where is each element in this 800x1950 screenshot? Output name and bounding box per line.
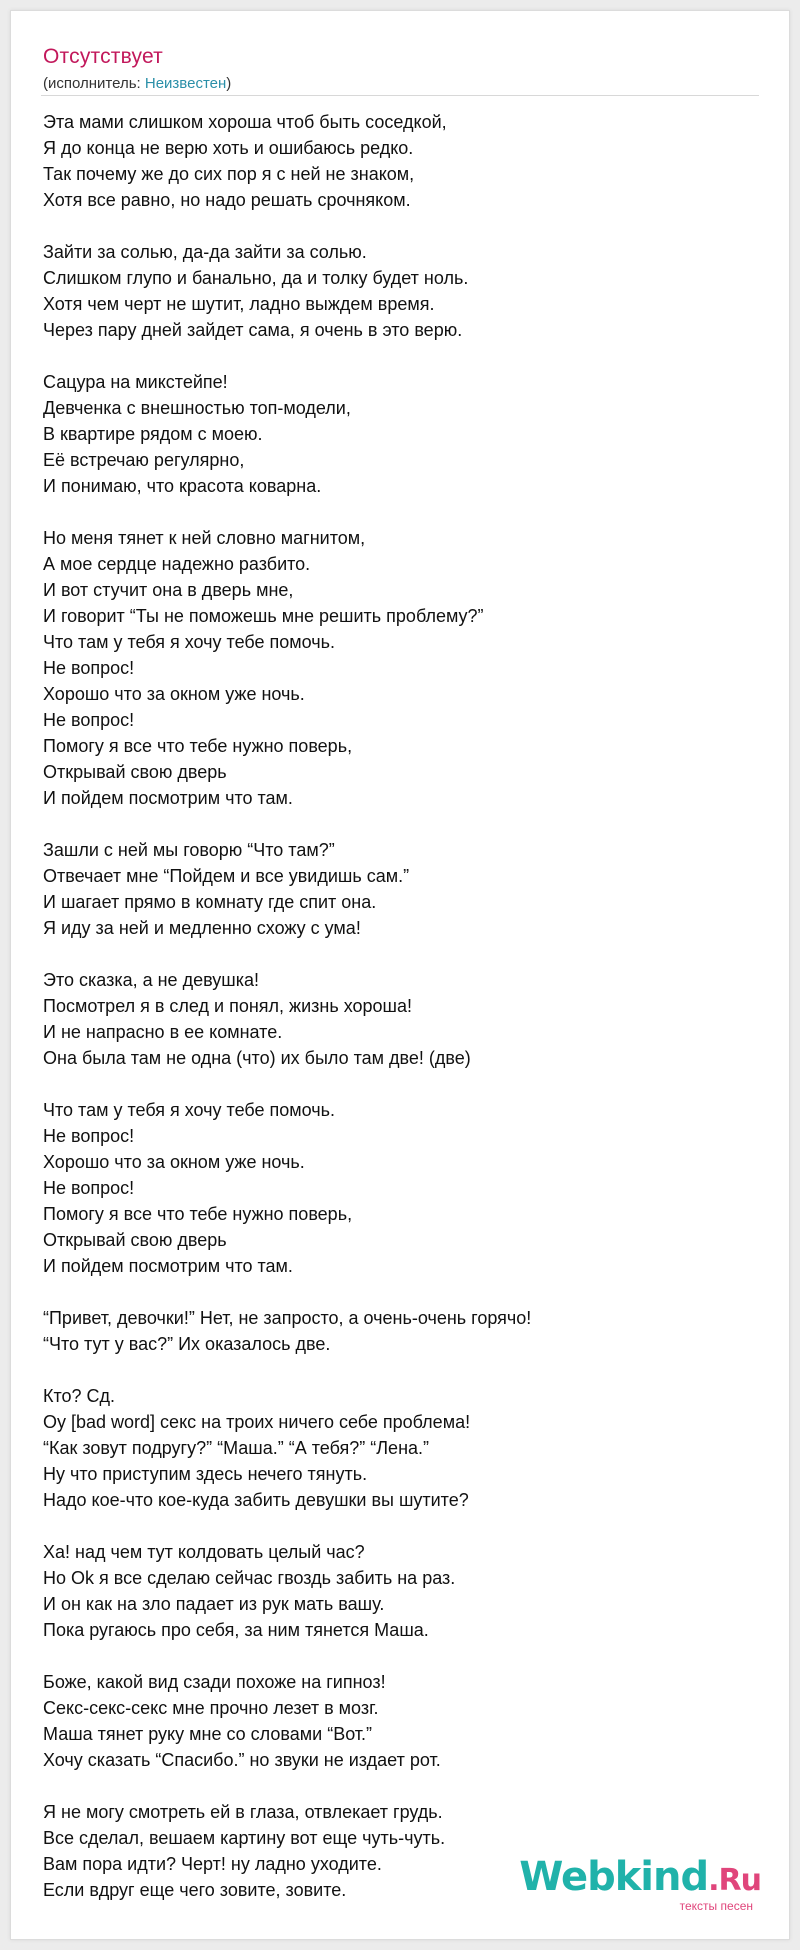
lyric-line: Но Ok я все сделаю сейчас гвоздь забить на раз. bbox=[43, 1568, 456, 1588]
lyric-line: Не вопрос! bbox=[43, 1126, 135, 1146]
lyric-line: Что там у тебя я хочу тебе помочь. bbox=[43, 1100, 336, 1120]
lyrics-stanza bbox=[43, 109, 763, 213]
lyric-line: Надо кое-что кое-куда забить девушки вы шутите? bbox=[43, 1490, 469, 1510]
lyrics-stanza bbox=[43, 525, 763, 811]
lyric-line: Что там у тебя я хочу тебе помочь. bbox=[43, 632, 336, 652]
lyrics-stanza bbox=[43, 1669, 763, 1773]
lyric-line: Хотя все равно, но надо решать срочняком. bbox=[43, 190, 411, 210]
lyric-line: Ха! над чем тут колдовать целый час? bbox=[43, 1542, 365, 1562]
lyric-line: Я иду за ней и медленно схожу с ума! bbox=[43, 918, 361, 938]
lyric-line: Слишком глупо и банально, да и толку будет ноль. bbox=[43, 268, 469, 288]
lyrics-stanza bbox=[43, 1539, 763, 1643]
lyric-line: Пока ругаюсь про себя, за ним тянется Маша. bbox=[43, 1620, 429, 1640]
artist-suffix: ) bbox=[226, 75, 232, 92]
logo-wordmark bbox=[519, 1854, 761, 1901]
lyric-line: И пойдем посмотрим что там. bbox=[43, 788, 293, 808]
lyric-line: И вот стучит она в дверь мне, bbox=[43, 580, 294, 600]
lyric-line: И шагает прямо в комнату где спит она. bbox=[43, 892, 377, 912]
lyrics-stanza bbox=[43, 239, 763, 343]
lyric-line: Если вдруг еще чего зовите, зовите. bbox=[43, 1880, 347, 1900]
lyric-line: И пойдем посмотрим что там. bbox=[43, 1256, 293, 1276]
lyrics-stanza bbox=[43, 369, 763, 499]
lyrics-stanza bbox=[43, 837, 763, 941]
lyric-line: Я до конца не верю хоть и ошибаюсь редко. bbox=[43, 138, 414, 158]
lyrics-card bbox=[10, 10, 790, 1940]
lyric-line: Помогу я все что тебе нужно поверь, bbox=[43, 1204, 353, 1224]
lyric-line: Девченка с внешностью топ-модели, bbox=[43, 398, 351, 418]
lyric-line: Не вопрос! bbox=[43, 710, 135, 730]
lyric-line: Оу [bad word] секс на троих ничего себе проблема! bbox=[43, 1412, 471, 1432]
lyric-line: Секс-секс-секс мне прочно лезет в мозг. bbox=[43, 1698, 379, 1718]
lyric-line: Её встречаю регулярно, bbox=[43, 450, 245, 470]
logo-name: Webkind bbox=[519, 1854, 709, 1900]
lyric-line: Так почему же до сих пор я с ней не знаком, bbox=[43, 164, 415, 184]
lyric-line: “Привет, девочки!” Нет, не запросто, а очень-очень горячо! bbox=[43, 1308, 532, 1328]
lyric-line: Это сказка, а не девушка! bbox=[43, 970, 259, 990]
lyric-line: Хочу сказать “Спасибо.” но звуки не издает рот. bbox=[43, 1750, 441, 1770]
site-logo[interactable] bbox=[519, 1854, 761, 1913]
lyric-line: Вам пора идти? Черт! ну ладно уходите. bbox=[43, 1854, 382, 1874]
artist-line bbox=[43, 75, 231, 92]
lyric-line: Зайти за солью, да-да зайти за солью. bbox=[43, 242, 367, 262]
lyric-line: Хорошо что за окном уже ночь. bbox=[43, 684, 305, 704]
lyric-line: Через пару дней зайдет сама, я очень в это верю. bbox=[43, 320, 463, 340]
lyric-line: Не вопрос! bbox=[43, 658, 135, 678]
lyric-line: “Что тут у вас?” Их оказалось две. bbox=[43, 1334, 331, 1354]
lyric-line: Кто? Сд. bbox=[43, 1386, 116, 1406]
lyric-line: Посмотрел я в след и понял, жизнь хороша! bbox=[43, 996, 412, 1016]
lyrics-stanza bbox=[43, 1097, 763, 1279]
lyric-line: Боже, какой вид сзади похоже на гипноз! bbox=[43, 1672, 386, 1692]
artist-prefix: (исполнитель: bbox=[43, 75, 145, 92]
lyric-line: Я не могу смотреть ей в глаза, отвлекает грудь. bbox=[43, 1802, 443, 1822]
lyric-line: А мое сердце надежно разбито. bbox=[43, 554, 311, 574]
lyrics-body bbox=[43, 109, 763, 1929]
lyric-line: Открывай свою дверь bbox=[43, 1230, 227, 1250]
lyric-line: И он как на зло падает из рук мать вашу. bbox=[43, 1594, 385, 1614]
lyric-line: Сацура на микстейпе! bbox=[43, 372, 228, 392]
lyric-line: И понимаю, что красота коварна. bbox=[43, 476, 322, 496]
lyric-line: Эта мами слишком хороша чтоб быть соседкой, bbox=[43, 112, 447, 132]
lyric-line: В квартире рядом с моею. bbox=[43, 424, 263, 444]
lyric-line: И говорит “Ты не поможешь мне решить проблему?” bbox=[43, 606, 484, 626]
title-divider bbox=[41, 95, 759, 96]
lyric-line: Не вопрос! bbox=[43, 1178, 135, 1198]
lyric-line: Маша тянет руку мне со словами “Вот.” bbox=[43, 1724, 373, 1744]
logo-tagline: тексты песен bbox=[679, 1899, 753, 1913]
lyric-line: Хотя чем черт не шутит, ладно выждем время. bbox=[43, 294, 435, 314]
lyric-line: Зашли с ней мы говорю “Что там?” bbox=[43, 840, 335, 860]
lyric-line: И не напрасно в ее комнате. bbox=[43, 1022, 283, 1042]
lyric-line: Помогу я все что тебе нужно поверь, bbox=[43, 736, 353, 756]
lyric-line: Ну что приступим здесь нечего тянуть. bbox=[43, 1464, 368, 1484]
lyrics-stanza bbox=[43, 1305, 763, 1357]
lyric-line: Но меня тянет к ней словно магнитом, bbox=[43, 528, 366, 548]
lyrics-stanza bbox=[43, 967, 763, 1071]
lyric-line: Хорошо что за окном уже ночь. bbox=[43, 1152, 305, 1172]
lyric-line: Она была там не одна (что) их было там две! (две) bbox=[43, 1048, 471, 1068]
artist-link[interactable]: Неизвестен bbox=[144, 75, 227, 92]
lyric-line: Все сделал, вешаем картину вот еще чуть-чуть. bbox=[43, 1828, 446, 1848]
song-title: Отсутствует bbox=[43, 45, 163, 68]
logo-tld: .Ru bbox=[708, 1863, 761, 1898]
lyric-line: “Как зовут подругу?” “Маша.” “А тебя?” “Лена.” bbox=[43, 1438, 430, 1458]
lyric-line: Отвечает мне “Пойдем и все увидишь сам.” bbox=[43, 866, 410, 886]
lyric-line: Открывай свою дверь bbox=[43, 762, 227, 782]
lyrics-stanza bbox=[43, 1383, 763, 1513]
